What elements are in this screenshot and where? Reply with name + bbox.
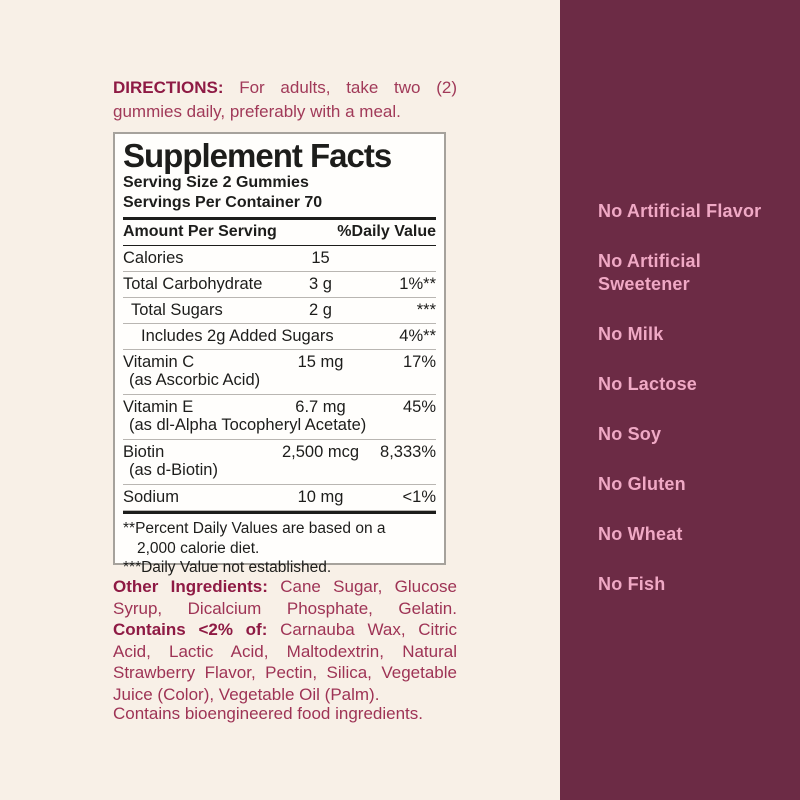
claim-line: No Fish — [598, 574, 666, 594]
nutrient-name: Vitamin C — [123, 353, 195, 371]
nutrient-amount: 15 mg — [297, 353, 344, 371]
nutrient-name: Total Carbohydrate — [123, 275, 263, 293]
nutrient-amount: 2 g — [309, 301, 332, 319]
daily-value-header: %Daily Value — [337, 223, 436, 240]
nutrient-row-calories — [123, 246, 436, 272]
nutrient-dv: <1% — [402, 488, 436, 506]
nutrient-amount: 2,500 mcg — [281, 443, 360, 461]
other-ingredients-paragraph — [113, 576, 457, 705]
directions-body: For adults, take two (2) gummies daily, preferably with a meal. — [113, 78, 457, 121]
claim-no-artificial-flavor — [598, 200, 793, 223]
footnote-percent-dv-line1: **Percent Daily Values are based on a — [123, 520, 386, 537]
claim-line: No Lactose — [598, 374, 698, 394]
claim-line: No Artificial — [598, 251, 701, 271]
claim-line: No Artificial Flavor — [598, 201, 762, 221]
claim-no-milk — [598, 323, 793, 346]
nutrient-row-total-sugars — [123, 298, 436, 324]
directions-paragraph — [113, 76, 457, 124]
nutrient-name: Includes 2g Added Sugars — [141, 327, 334, 345]
facts-header-row — [123, 217, 436, 246]
nutrient-row-vitamin-e — [123, 395, 436, 440]
contains-2pct-label: Contains <2% of: — [113, 620, 268, 639]
contains-2pct-list: Carnauba Wax, Citric Acid, Lactic Acid, Maltodextrin, Natural Strawberry Flavor, Pectin, Silica, Vegetable Juice (Color), Vegetable Oil (Palm). — [113, 620, 457, 704]
label-left-column — [113, 0, 457, 800]
claim-line: No Gluten — [598, 474, 686, 494]
nutrient-dv: 4%** — [399, 327, 436, 345]
nutrient-amount: 3 g — [309, 275, 332, 293]
nutrient-row-biotin — [123, 440, 436, 485]
claim-line: No Soy — [598, 424, 662, 444]
claim-no-gluten — [598, 473, 793, 496]
nutrient-row-total-carbohydrate — [123, 272, 436, 298]
nutrient-amount: 10 mg — [297, 488, 344, 506]
nutrient-name: Sodium — [123, 488, 179, 506]
claim-no-artificial-sweetener — [598, 250, 793, 296]
nutrient-name: Calories — [123, 249, 184, 267]
directions-label: DIRECTIONS: — [113, 78, 224, 97]
claim-line: No Wheat — [598, 524, 683, 544]
other-ingredients-list: Cane Sugar, Glucose Syrup, Dicalcium Phosphate, Gelatin. — [113, 577, 457, 618]
amount-per-serving-header: Amount Per Serving — [123, 223, 277, 240]
claim-no-wheat — [598, 523, 793, 546]
serving-size: Serving Size 2 Gummies — [123, 174, 309, 191]
nutrient-source: (as Ascorbic Acid) — [129, 371, 261, 389]
nutrient-name: Vitamin E — [123, 398, 194, 416]
nutrient-dv: 1%** — [399, 275, 436, 293]
nutrient-dv: 45% — [402, 398, 436, 416]
nutrient-row-sodium — [123, 485, 436, 511]
claim-no-lactose — [598, 373, 793, 396]
nutrient-dv: 17% — [402, 353, 436, 371]
nutrient-amount: 15 — [311, 249, 330, 267]
claims-panel — [560, 0, 800, 800]
nutrient-source: (as d-Biotin) — [129, 461, 218, 479]
bioengineered-note: Contains bioengineered food ingredients. — [113, 704, 424, 723]
servings-per-container: Servings Per Container 70 — [123, 193, 323, 211]
nutrient-name: Biotin — [123, 443, 165, 461]
claim-line: Sweetener — [598, 274, 690, 294]
nutrient-row-added-sugars — [123, 324, 436, 350]
nutrient-amount: 6.7 mg — [295, 398, 346, 416]
claims-list — [598, 200, 793, 596]
footnote-dv-not-established: ***Daily Value not established. — [123, 559, 332, 576]
claim-line: No Milk — [598, 324, 664, 344]
other-ingredients-label: Other Ingredients: — [113, 577, 268, 596]
nutrient-name: Total Sugars — [131, 301, 223, 319]
claim-no-fish — [598, 573, 793, 596]
nutrient-source: (as dl-Alpha Tocopheryl Acetate) — [129, 416, 367, 434]
facts-footnotes — [123, 511, 436, 578]
nutrient-dv: *** — [416, 301, 436, 319]
supplement-facts-title: Supplement Facts — [123, 137, 392, 174]
nutrient-row-vitamin-c — [123, 350, 436, 395]
footnote-percent-dv-line2: 2,000 calorie diet. — [137, 539, 260, 557]
supplement-facts-panel — [113, 132, 446, 576]
nutrient-dv: 8,333% — [380, 443, 436, 461]
claim-no-soy — [598, 423, 793, 446]
